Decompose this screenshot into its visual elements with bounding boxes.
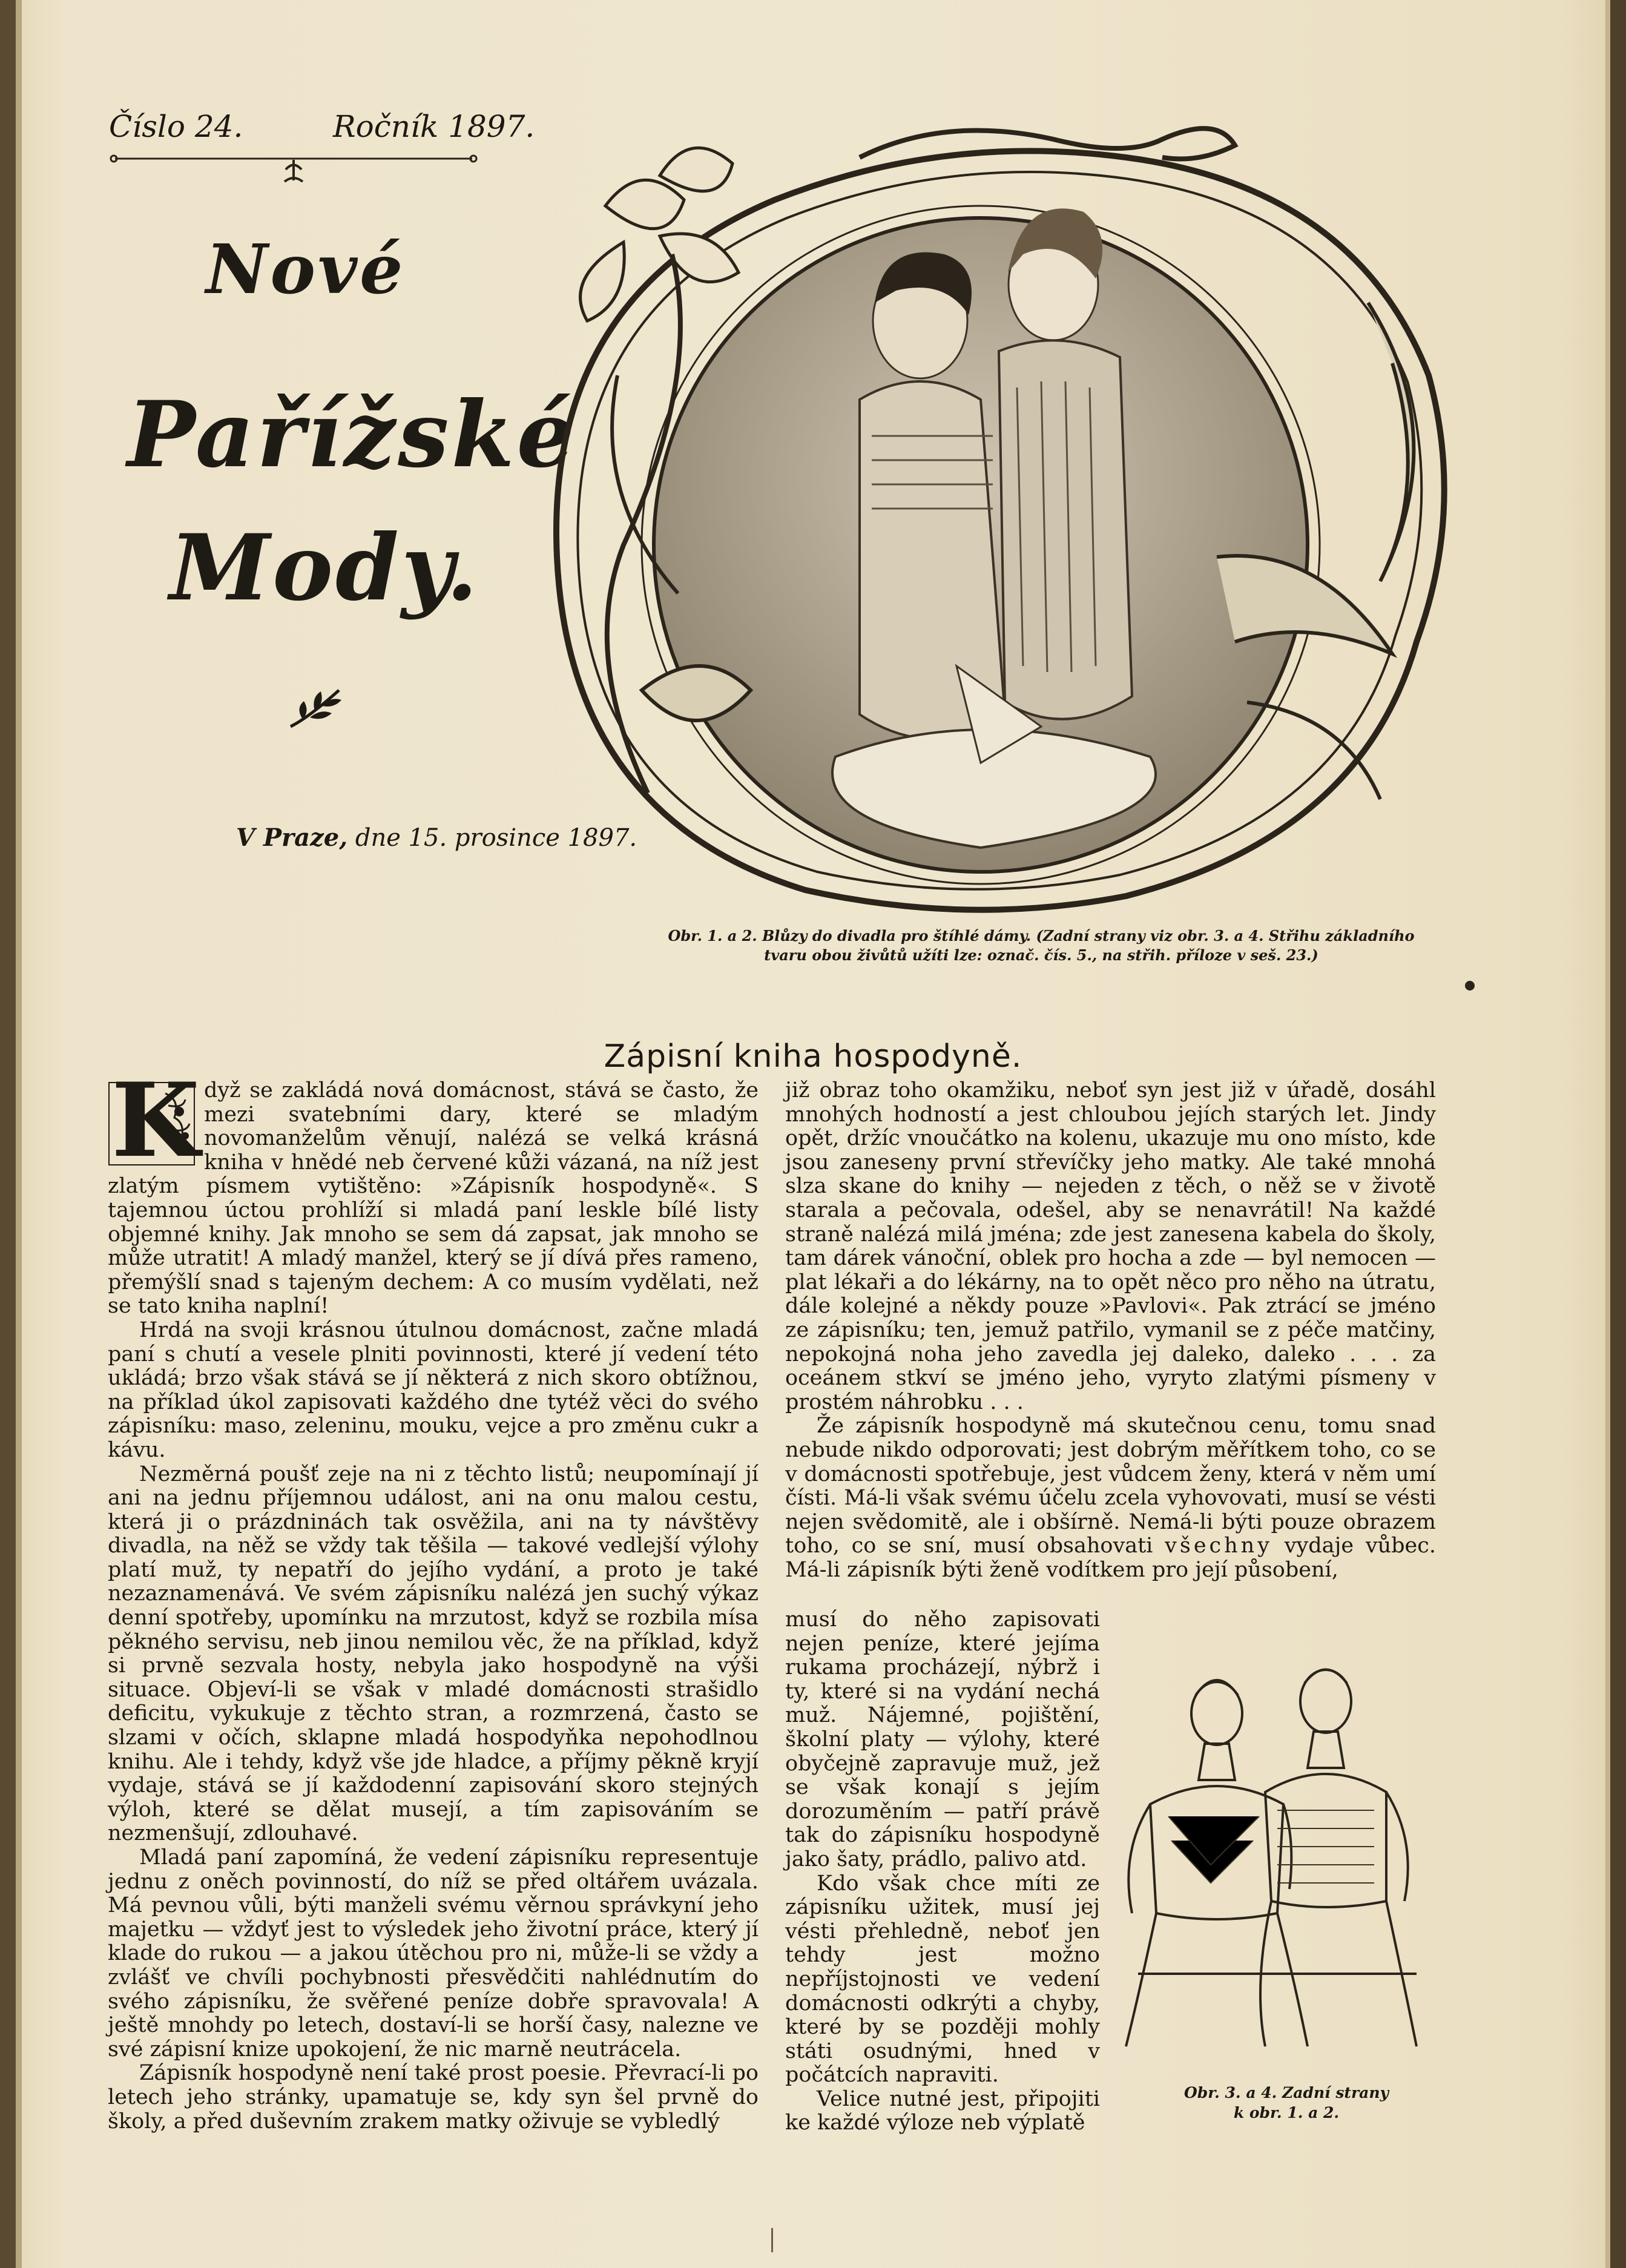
dateline-city: V Praze, <box>236 823 348 852</box>
masthead-line-3: Mody. <box>170 515 481 621</box>
page-edge-right-inner <box>1605 0 1610 2268</box>
paragraph: Zápisník hospodyně není také prost poesie. Převrací-li po letech jeho stránky, upamatuje se, kdy syn šel prvně do školy, a před duševním zrakem matky oživuje se vybledlý <box>108 2061 759 2134</box>
masthead-line-1: Nové <box>206 230 406 309</box>
fashion-illustration-frame <box>521 121 1465 920</box>
figure-caption-1-line-2: tvaru obou živůtů užíti lze: označ. čís. 5., na střih. příloze v seš. 23.) <box>764 946 1318 964</box>
figure-caption-1 <box>611 926 1471 965</box>
binding-edge-left-inner <box>16 0 22 2268</box>
paragraph-text: dyž se zakládá nová domácnost, stává se často, že mezi svatebními dary, které se mladým novomanželům věnují, nalézá se velká krásná kniha v hnědé neb červené kůži vázaná, na níž jest zlatým písmem vytištěno: »Zápisník hospodyně«. S tajemnou úctou prohlíží si mladá paní leskle bílé listy objemné knihy. Jak mnoho se sem dá zapsat, jak mnoho se může utratit! A mladý manžel, který se jí dívá přes rameno, přemýšlí snad s tajeným dechem: A co musím vydělati, než se tato kniha naplní! <box>108 1078 759 1319</box>
paragraph: Mladá paní zapomíná, že vedení zápisníku representuje jednu z oněch povinností, do níž se před oltářem uvázala. Má pevnou vůli, býti manželi svému věrnou správkyní jeho majetku — vždyť jest to výsledek jeho životní práce, který jí klade do rukou — a jakou útěchou pro ni, může-li se vždy a zvlášť ve chvíli pochybnosti přesvědčiti nahlédnutím do svého zápisníku, že svěřené peníze dobře spravovala! A ještě mnohdy po letech, dostaví-li se horší časy, nalezne ve své zápisní knize upokojení, že nic marně neutrácela. <box>108 1845 759 2062</box>
article-title: Zápisní kniha hospodyně. <box>604 1038 1022 1075</box>
paragraph: Nezměrná poušť zeje na ni z těchto listů; neupomínají jí ani na jednu příjemnou událost, ani na onu malou cestu, která ji o prázdninách tak osvěžila, ani na ty návštěvy divadla, na něž se vždy tak těšila — takové vedlejší výlohy platí muž, ty nepatří do jejího vydání, a proto je také nezaznamenává. Ve svém zápisníku nalézá jen suchý výkaz denní spotřeby, upomínku na mrzutost, když se rozbila mísa pěkného servisu, neb jinou nemilou věc, že na příklad, když si prvně sezvala hosty, nebyla jako hospodyně na výši situace. Objeví-li se však v mladé domácnosti strašidlo deficitu, vykukuje z těchto stran, a rozmrzená, často se slzami v očích, sklapne mladá hospodyňka nepohodlnou knihu. Ale i tehdy, když vše jde hladce, a příjmy pěkně kryjí vydaje, stává se jí každodenní zapisování skoro stejných výloh, které se dělat musejí, a tím zapisováním se nezmenšují, zdlouhavé. <box>108 1462 759 1846</box>
dropcap-letter: K <box>111 1060 200 1180</box>
paragraph: Hrdá na svoji krásnou útulnou domácnost, začne mladá paní s chutí a vesele plniti povinnosti, které jí vedení této ukládá; brzo však stává se jí některá z nich skoro obtížnou, na příklad úkol zapisovati každého dne tytéž věci do svého zápisníku: maso, zeleninu, mouku, vejce a pro změnu cukr a kávu. <box>108 1317 759 1462</box>
volume-year: Ročník 1897. <box>333 109 535 144</box>
ornamental-rule-icon <box>109 151 478 194</box>
paragraph: již obraz toho okamžiku, neboť syn jest již v úřadě, dosáhl mnohých hodností a jest chloubou jejích starých let. Jindy opět, držíc vnoučátko na kolenu, ukazuje mu ono místo, kde jsou zaneseny první střevíčky jeho matky. Ale také mnohá slza skane do knihy — nejeden z těch, o něž se v životě starala a pečovala, odešel, aby se nenavrátil! Na každé straně nalézá milá jména; zde jest zanesena kabela do školy, tam dárek vánoční, oblek pro hocha a zde — byl nemocen — plat lékaři a do lékárny, na to opět něco pro něho na útratu, dále kolejné a někdy pouze »Pavlovi«. Pak ztrácí se jméno ze zápisníku; ten, jemuž patřilo, vymanil se z péče matčiny, nepokojná noha jeho zavedla jej daleko, daleko . . . za oceánem stkví se jméno jeho, vyryto zlatými písmeny v prostém náhrobku . . . <box>785 1078 1436 1414</box>
paragraph-text: vydaje vůbec. Má-li zápisník býti ženě vodítkem pro její působení, <box>785 1534 1436 1582</box>
dateline-date: dne 15. prosince 1897. <box>355 824 637 852</box>
paragraph: musí do něho zapisovati nejen peníze, které jejíma rukama procházejí, nýbrž i ty, které si na vydání nechá muž. Nájemné, pojištění, školní platy — výlohy, které obyčejně zapravuje muž, jež se však konají s jejím dorozuměním — patří právě tak do zápisníku hospodyně jako šaty, prádlo, palivo atd. <box>785 1607 1100 1871</box>
paragraph: Velice nutné jest, připojiti ke každé výloze neb výplatě <box>785 2086 1100 2135</box>
article-column-narrow <box>785 1608 1100 2135</box>
leaf-ornament-icon <box>285 684 345 733</box>
ink-dot <box>1465 981 1475 991</box>
figure-caption-2 <box>1156 2083 1417 2123</box>
page-edge-right <box>1610 0 1626 2268</box>
article-column-right <box>785 1079 1436 1582</box>
figure-caption-1-line-1: Obr. 1. a 2. Blůzy do divadla pro štíhlé dámy. (Zadní strany viz obr. 3. a 4. Střihu základního <box>668 927 1415 944</box>
dropcap <box>108 1060 200 1180</box>
paragraph: Kdo však chce míti ze zápisníku užitek, musí jej vésti přehledně, neboť jen tehdy jest možno nepříjstojnosti ve vedení domácnosti odkrýti a chyby, které by se později mohly státi osudnými, hned v počátcích napraviti. <box>785 1871 1100 2088</box>
emphasized-word: všechny <box>1165 1534 1272 1558</box>
figure-caption-2-line-1: Obr. 3. a 4. Zadní strany <box>1183 2084 1389 2102</box>
figure-caption-2-line-2: k obr. 1. a 2. <box>1233 2104 1340 2121</box>
issue-number: Číslo 24. <box>109 109 243 144</box>
blouse-back-sketch <box>1114 1659 1435 2071</box>
article-column-left <box>108 1060 759 2134</box>
paragraph-text: Že zápisník hospodyně má skutečnou cenu, tomu snad nebude nikdo odporovati; jest dobrým měřítkem toho, co se v domácnosti spotřebuje, jest vůdcem ženy, která v něm umí čísti. Má-li však svému účelu zcela vyhovovati, musí se vésti nejen svědomitě, ale i obšírně. Nemá-li býti pouze obrazem toho, co se sní, musí obsahovati <box>785 1414 1436 1558</box>
masthead-line-2: Pařížské <box>127 381 577 488</box>
page-mark <box>771 2228 773 2252</box>
binding-edge-left <box>0 0 16 2268</box>
paragraph <box>785 1414 1436 1582</box>
paragraph <box>108 1060 759 1319</box>
